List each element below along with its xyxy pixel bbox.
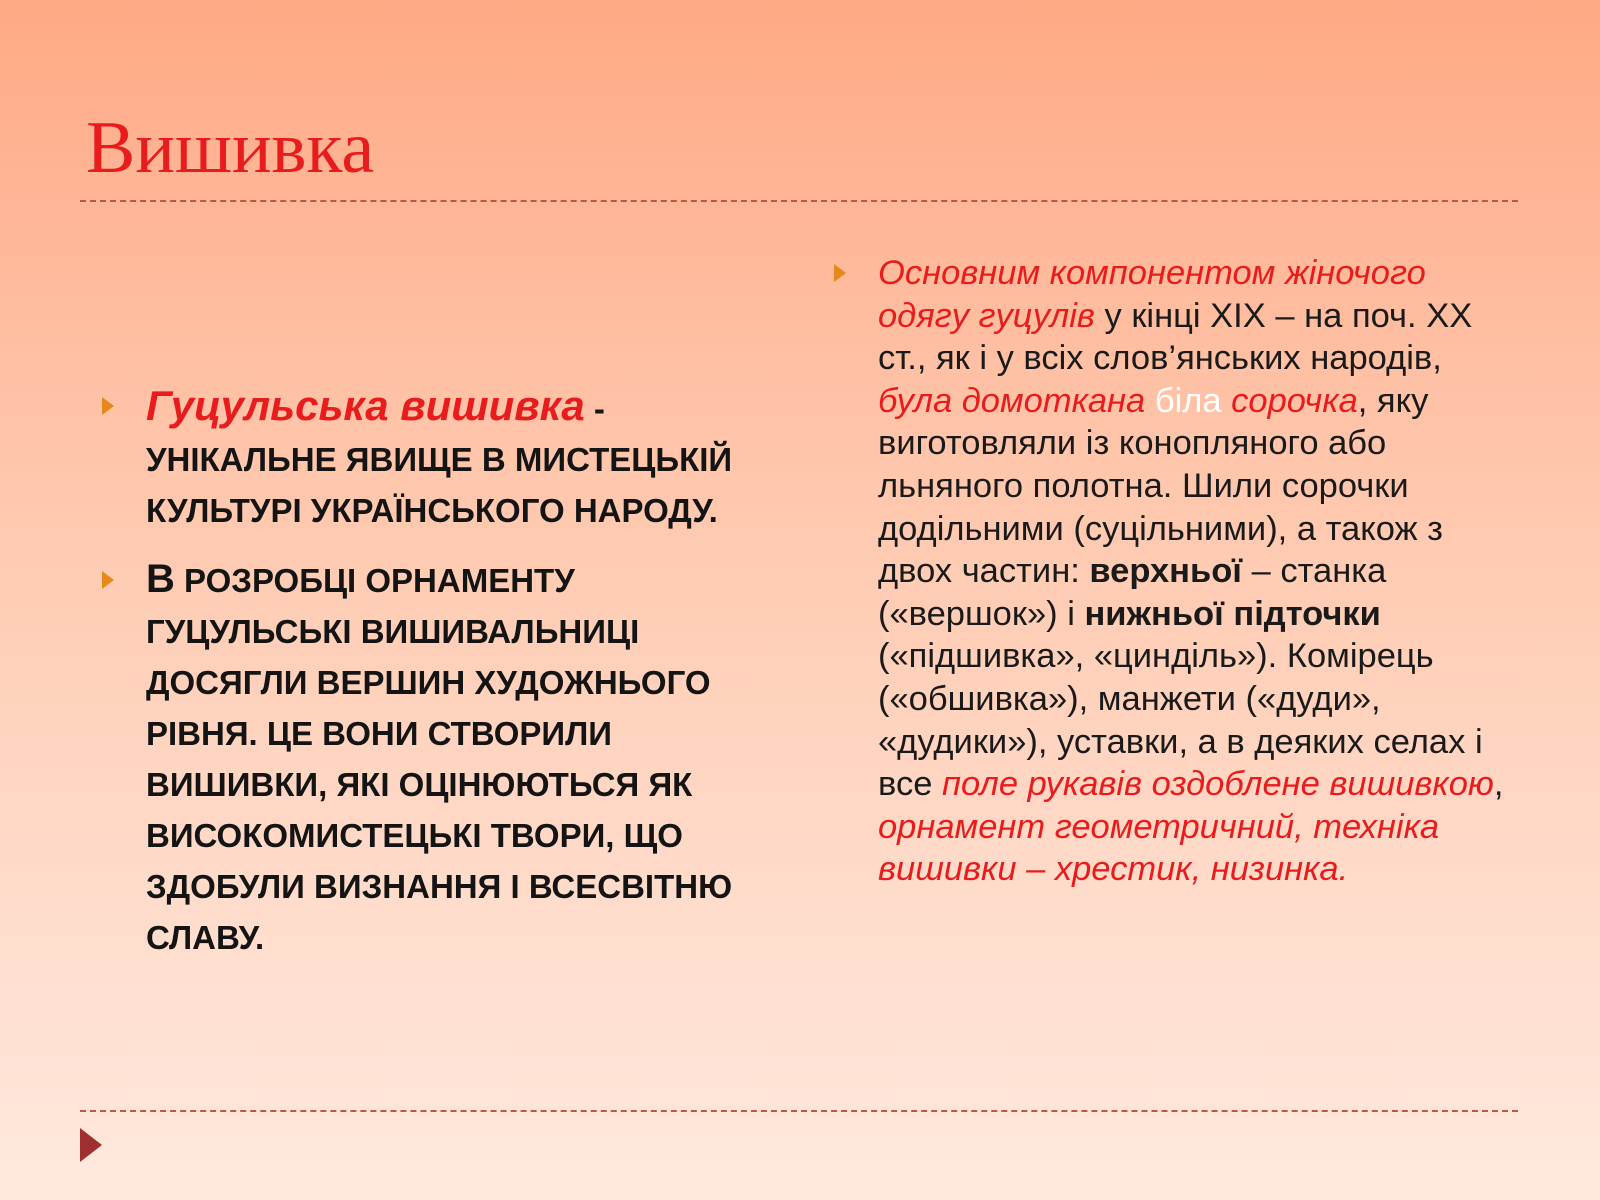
bullet-arrow-icon <box>834 264 846 282</box>
body-text: , <box>1493 765 1504 804</box>
left-bullet-list <box>96 380 786 981</box>
bullet-item-hutsul-embroidery <box>96 380 786 536</box>
bold-term: нижньої підточки <box>1084 594 1381 633</box>
title-divider <box>80 200 1518 202</box>
bullet-lead-term: Гуцульська вишивка <box>146 382 585 429</box>
red-phrase: була домоткана <box>878 381 1146 420</box>
body-text: , яку виготовляли із конопляного або льняного полотна. Шили сорочки додільними (суцільними), а також з двох частин: <box>878 381 1443 591</box>
footer-divider <box>80 1110 1518 1112</box>
bullet-lead-letter: В <box>146 557 175 601</box>
white-word: біла <box>1145 381 1232 420</box>
slide-title: Вишивка <box>86 107 375 189</box>
bullet-arrow-icon <box>102 397 114 415</box>
bullet-text: - УНІКАЛЬНЕ ЯВИЩЕ В МИСТЕЦЬКІЙ КУЛЬТУРІ УКРАЇНСЬКОГО НАРОДУ. <box>146 390 733 529</box>
body-text: у кінці XIX – на поч. XX ст., як і у всіх слов’янських народів, <box>878 296 1473 378</box>
bold-term: верхньої <box>1089 552 1242 591</box>
red-phrase: орнамент геометричний, техніка вишивки – хрестик, низинка. <box>878 807 1440 889</box>
bullet-item-ornament <box>96 554 786 963</box>
body-text: («підшивка», «цинділь»). Комірець («обшивка»), манжети («дуди», «дудики»), уставки, а в деяких селах і все <box>878 637 1483 804</box>
triangle-marker-icon <box>80 1128 102 1162</box>
red-phrase: поле рукавів оздоблене вишивкою <box>941 765 1494 804</box>
red-phrase: сорочка <box>1231 381 1358 420</box>
body-text: – станка («вершок») і <box>878 552 1387 633</box>
bullet-item-clothing <box>830 252 1520 891</box>
red-phrase: Основним компонентом жіночого одягу гуцулів <box>878 254 1426 335</box>
bullet-text: РОЗРОБЦІ ОРНАМЕНТУ ГУЦУЛЬСЬКІ ВИШИВАЛЬНИЦІ ДОСЯГЛИ ВЕРШИН ХУДОЖНЬОГО РІВНЯ. ЦЕ ВОНИ СТВОРИЛИ ВИШИВКИ, ЯКІ ОЦІНЮЮТЬСЯ ЯК ВИСОКОМИСТЕЦЬКІ ТВОРИ, ЩО ЗДОБУЛИ ВИЗНАННЯ І ВСЕСВІТНЮ СЛАВУ. <box>146 562 733 956</box>
right-bullet-list <box>830 252 1520 891</box>
bullet-arrow-icon <box>102 571 114 589</box>
